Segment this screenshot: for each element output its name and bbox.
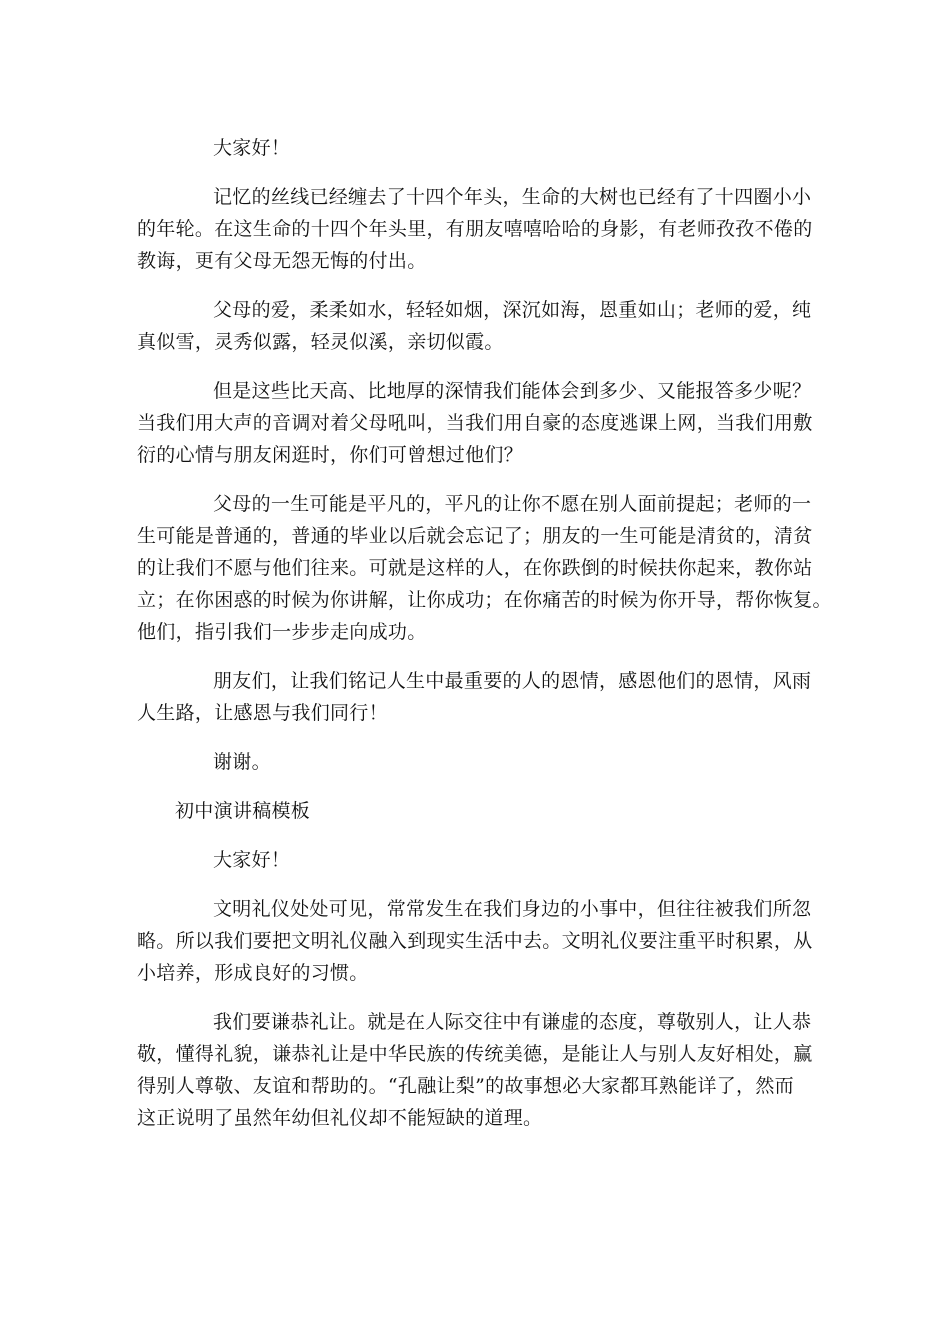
- text-line: 谢谢。: [213, 751, 271, 773]
- paragraph-2: [137, 294, 821, 358]
- text-line: 的让我们不愿与他们往来。可就是这样的人，在你跌倒的时候扶你起来，教你站: [137, 557, 813, 579]
- text-line: 的年轮。在这生命的十四个年头里，有朋友嘻嘻哈哈的身影，有老师孜孜不倦的: [137, 218, 813, 240]
- text-line: 但是这些比天高、比地厚的深情我们能体会到多少、又能报答多少呢？: [213, 380, 812, 402]
- paragraph-7: [137, 1006, 821, 1134]
- text-line: 真似雪，灵秀似露，轻灵似溪，亲切似霞。: [137, 331, 504, 353]
- text-line: 记忆的丝线已经缠去了十四个年头，生命的大树也已经有了十四圈小小: [213, 186, 812, 208]
- text-line: 父母的一生可能是平凡的，平凡的让你不愿在别人面前提起；老师的一: [213, 493, 812, 515]
- text-line: 朋友们，让我们铭记人生中最重要的人的恩情，感恩他们的恩情，风雨: [213, 670, 812, 692]
- text-line: 当我们用大声的音调对着父母吼叫，当我们用自豪的态度逃课上网，当我们用敷: [137, 412, 813, 434]
- paragraph-1: [137, 181, 821, 277]
- paragraph-5: [137, 665, 821, 729]
- closing: [137, 746, 821, 778]
- text-line: 小培养，形成良好的习惯。: [137, 962, 369, 984]
- text-line: 大家好！: [213, 137, 291, 159]
- text-line: 衍的心情与朋友闲逛时，你们可曾想过他们？: [137, 444, 524, 466]
- text-line: 略。所以我们要把文明礼仪融入到现实生活中去。文明礼仪要注重平时积累，从: [137, 930, 813, 952]
- section-heading: [137, 795, 821, 827]
- greeting-1: [137, 132, 821, 164]
- text-line: 父母的爱，柔柔如水，轻轻如烟，深沉如海，恩重如山；老师的爱，纯: [213, 299, 812, 321]
- text-line: 生可能是普通的，普通的毕业以后就会忘记了；朋友的一生可能是清贫的，清贫: [137, 525, 813, 547]
- text-line: 敬，懂得礼貌，谦恭礼让是中华民族的传统美德，是能让人与别人友好相处，赢: [137, 1043, 813, 1065]
- text-line: 这正说明了虽然年幼但礼仪却不能短缺的道理。: [137, 1107, 543, 1129]
- text-line: 立；在你困惑的时候为你讲解，让你成功；在你痛苦的时候为你开导，帮你恢复。: [137, 589, 832, 611]
- text-line: 得别人尊敬、友谊和帮助的。“孔融让梨”的故事想必大家都耳熟能详了，然而: [137, 1075, 794, 1097]
- heading-text: 初中演讲稿模板: [175, 800, 311, 822]
- text-line: 大家好！: [213, 849, 291, 871]
- paragraph-4: [137, 488, 832, 648]
- text-line: 教诲，更有父母无怨无悔的付出。: [137, 250, 427, 272]
- text-line: 人生路，让感恩与我们同行！: [137, 702, 388, 724]
- document-page: [137, 132, 832, 1134]
- text-line: 文明礼仪处处可见，常常发生在我们身边的小事中，但往往被我们所忽: [213, 898, 812, 920]
- greeting-2: [137, 844, 821, 876]
- text-line: 我们要谦恭礼让。就是在人际交往中有谦虚的态度，尊敬别人，让人恭: [213, 1011, 812, 1033]
- paragraph-3: [137, 375, 821, 471]
- text-line: 他们，指引我们一步步走向成功。: [137, 621, 427, 643]
- paragraph-6: [137, 893, 821, 989]
